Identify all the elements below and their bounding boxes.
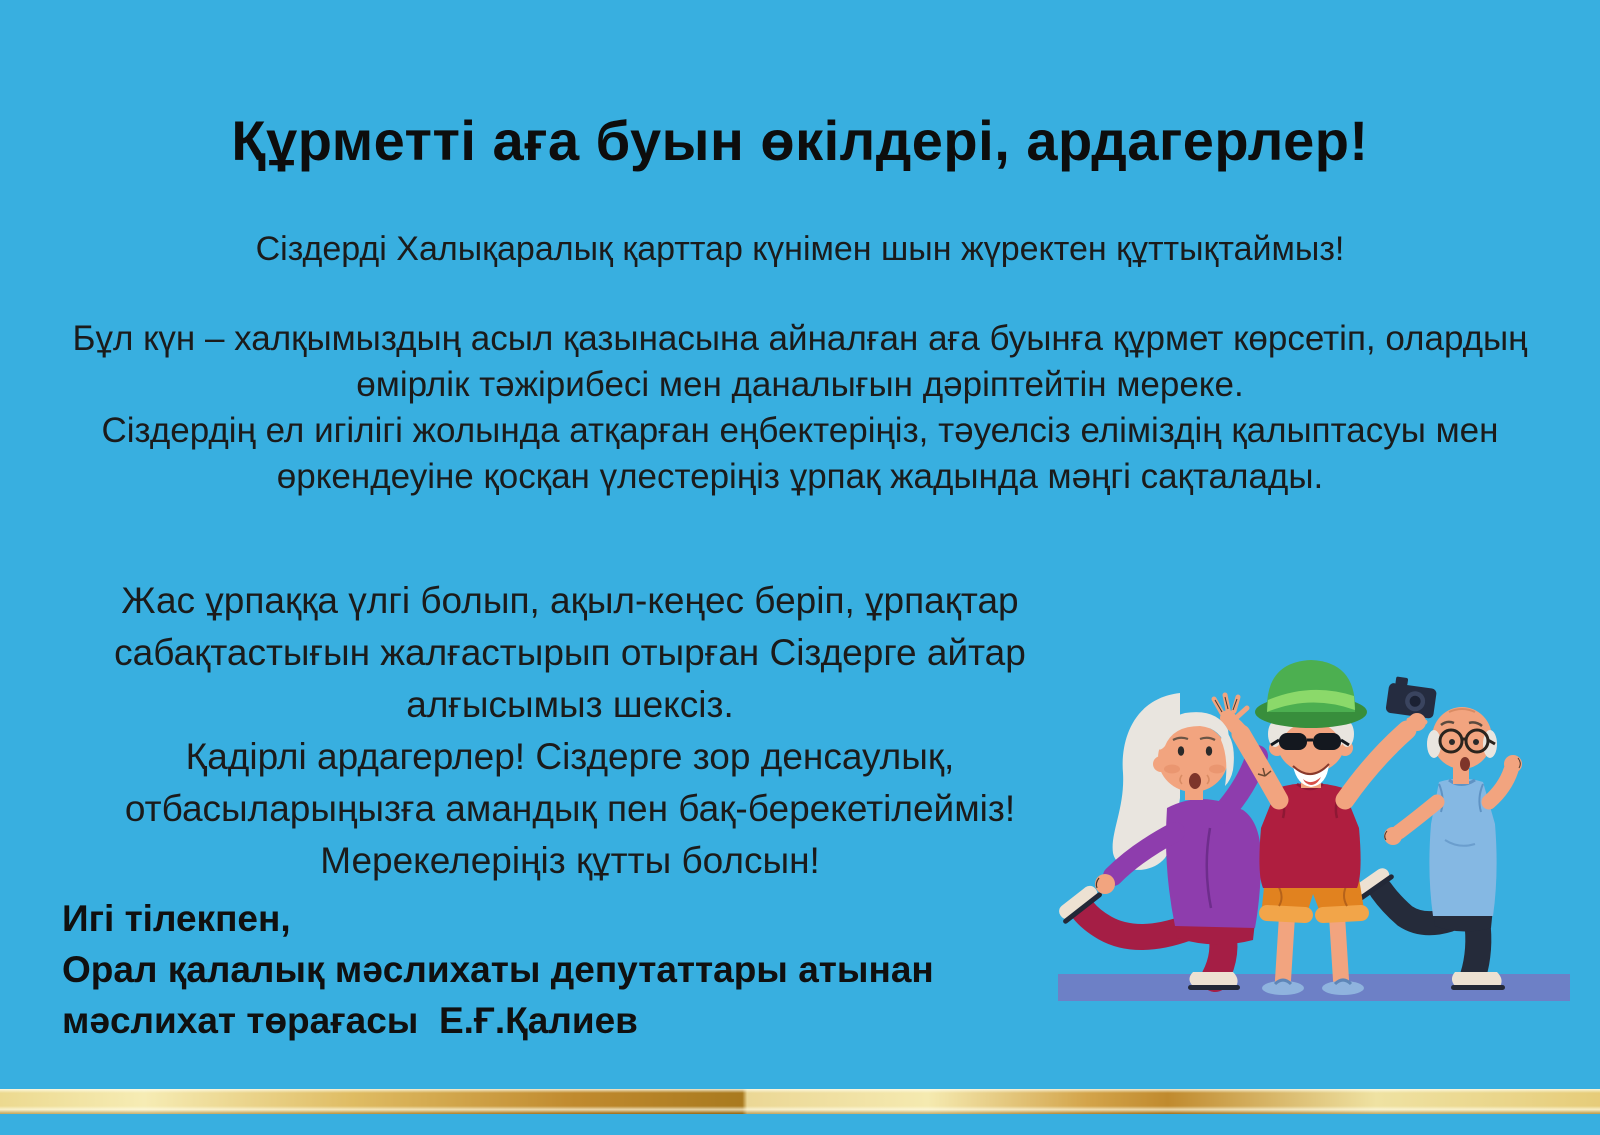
man2-mouth — [1460, 757, 1470, 771]
signature-line: мәслихат төрағасы Е.Ғ.Қалиев — [62, 1000, 638, 1041]
wishes-line: Мерекелеріңіз құтты болсын! — [320, 840, 820, 881]
greeting-line: Сіздерді Халықаралық қарттар күнімен шын жүректен құттықтаймыз! — [255, 230, 1345, 268]
elderly-people-illustration — [1025, 628, 1585, 1010]
tribute-line: Сіздердің ел игілігі жолында атқарған еңбектеріңіз, тәуелсіз еліміздің қалыптасуы мен — [101, 411, 1499, 450]
wishes-line: Жас ұрпаққа үлгі болып, ақыл-кеңес беріп, ұрпақтар — [121, 580, 1019, 621]
signature-block — [62, 893, 1062, 1046]
gold-ribbon-decoration — [0, 1089, 1600, 1114]
page-title: Құрметті аға буын өкілдері, ардагерлер! — [231, 109, 1369, 172]
signature-line: Орал қалалық мәслихаты депутаттары атынан — [62, 949, 934, 990]
wishes-line: алғысымыз шексіз. — [406, 684, 734, 725]
wishes-line: Қадірлі ардагерлер! Сіздерге зор денсаулық, — [185, 736, 955, 777]
camera-icon — [1385, 676, 1438, 719]
tribute-paragraph — [0, 316, 1600, 500]
wishes-paragraph — [55, 575, 1085, 887]
elderly-woman-figure — [1055, 693, 1261, 990]
signature-line: Игі тілекпен, — [62, 898, 291, 939]
wishes-line: отбасыларыңызға амандық пен бақ-берекетілейміз! — [124, 788, 1016, 829]
tribute-line: өркендеуіне қосқан үлестеріңіз ұрпақ жадында мәңгі сақталады. — [276, 457, 1324, 496]
bucket-hat-icon — [1255, 660, 1367, 728]
wishes-line: сабақтастығын жалғастырып отырған Сіздерге айтар — [114, 632, 1026, 673]
woman-mouth — [1189, 773, 1201, 789]
tribute-line: Бұл күн – халқымыздың асыл қазынасына айналған аға буынға құрмет көрсетіп, олардың — [72, 319, 1528, 358]
tribute-line: өмірлік тәжірибесі мен даналығын дәріптейтін мереке. — [356, 365, 1244, 404]
